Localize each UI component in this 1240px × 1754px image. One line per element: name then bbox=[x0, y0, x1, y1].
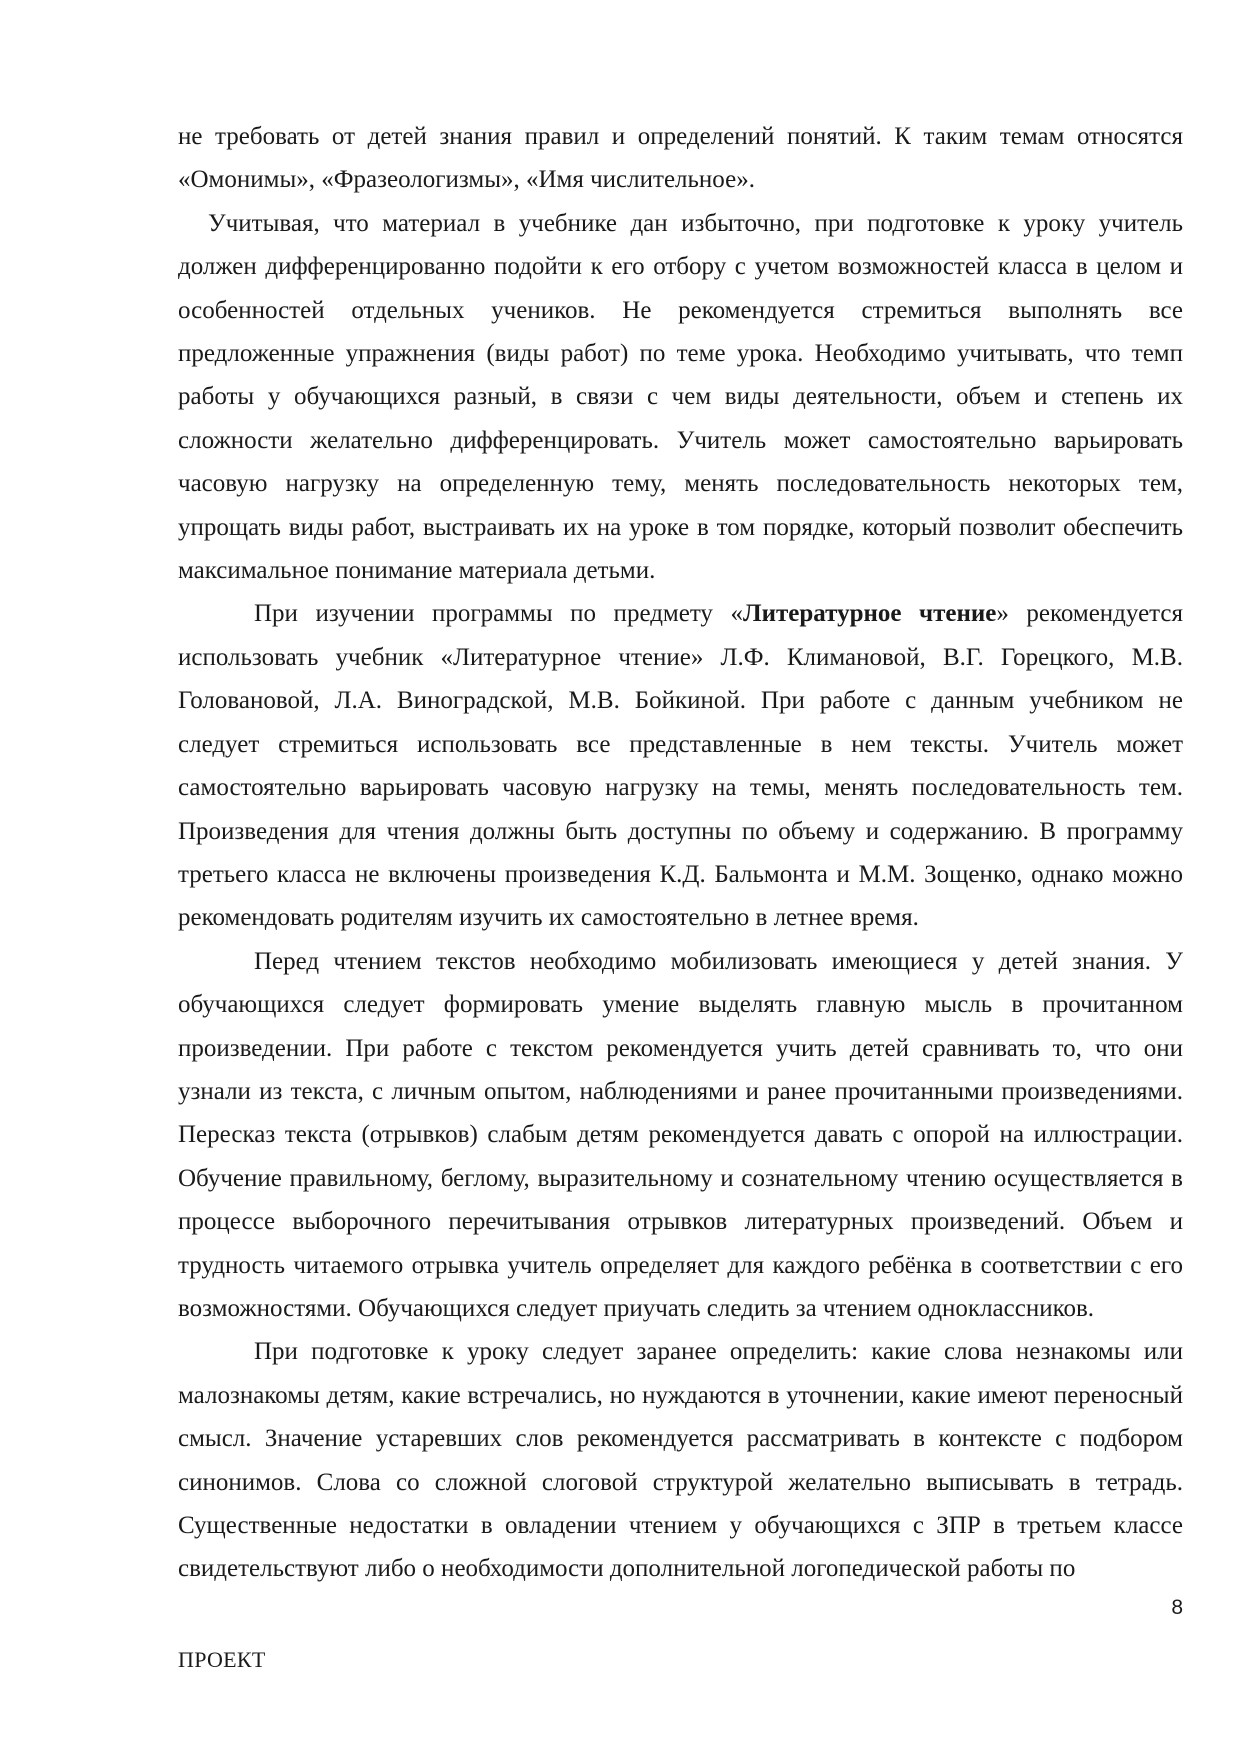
paragraph-literary-reading bbox=[178, 592, 1183, 939]
page-number: 8 bbox=[1171, 1596, 1183, 1619]
paragraph-textbook-selection: Учитывая, что материал в учебнике дан избыточно, при подготовке к уроку учитель должен дифференцированно подойти к его отбору с учетом возможностей класса в целом и особенностей отдельных учеников. Не рекомендуется стремиться выполнять все предложенные упражнения (виды работ) по теме урока. Необходимо учитывать, что темп работы у обучающихся разный, в связи с чем виды деятельности, объем и степень их сложности желательно дифференцировать. Учитель может самостоятельно варьировать часовую нагрузку на определенную тему, менять последовательность некоторых тем, упрощать виды работ, выстраивать их на уроке в том порядке, который позволит обеспечить максимальное понимание материала детьми. bbox=[178, 209, 1183, 585]
footer-draft-label: ПРОЕКТ bbox=[178, 1647, 266, 1672]
paragraph-before-reading: Перед чтением текстов необходимо мобилизовать имеющиеся у детей знания. У обучающихся следует формировать умение выделять главную мысль в прочитанном произведении. При работе с текстом рекомендуется учить детей сравнивать то, что они узнали из текста, с личным опытом, наблюдениями и ранее прочитанными произведениями. Пересказ текста (отрывков) слабым детям рекомендуется давать с опорой на иллюстрации. Обучение правильному, беглому, выразительному и сознательному чтению осуществляется в процессе выборочного перечитывания отрывков литературных произведений. Объем и трудность читаемого отрывка учитель определяет для каждого ребёнка в соответствии с его возможностями. Обучающихся следует приучать следить за чтением одноклассников. bbox=[178, 947, 1183, 1322]
body-text bbox=[178, 115, 1183, 1591]
paragraph-continuation: не требовать от детей знания правил и определений понятий. К таким темам относятся «Омонимы», «Фразеологизмы», «Имя числительное». bbox=[178, 123, 1183, 194]
paragraph-lesson-preparation: При подготовке к уроку следует заранее определить: какие слова незнакомы или малознакомы детям, какие встречались, но нуждаются в уточнении, какие имеют переносный смысл. Значение устаревших слов рекомендуется рассматривать в контексте с подбором синонимов. Слова со сложной слоговой структурой желательно выписывать в тетрадь. Существенные недостатки в овладении чтением у обучающихся с ЗПР в третьем классе свидетельствуют либо о необходимости дополнительной логопедической работы по bbox=[178, 1338, 1183, 1583]
subject-name-bold: Литературное чтение bbox=[742, 600, 997, 628]
paragraph-literary-reading-rest: » рекомендуется использовать учебник «Литературное чтение» Л.Ф. Климановой, В.Г. Горецкого, М.В. Головановой, Л.А. Виноградской, М.В. Бойкиной. При работе с данным учебником не следует стремиться использовать все представленные в нем тексты. Учитель может самостоятельно варьировать часовую нагрузку на темы, менять последовательность тем. Произведения для чтения должны быть доступны по объему и содержанию. В программу третьего класса не включены произведения К.Д. Бальмонта и М.М. Зощенко, однако можно рекомендовать родителям изучить их самостоятельно в летнее время. bbox=[178, 600, 1183, 932]
paragraph-literary-reading-start: При изучении программы по предмету « bbox=[254, 600, 743, 628]
